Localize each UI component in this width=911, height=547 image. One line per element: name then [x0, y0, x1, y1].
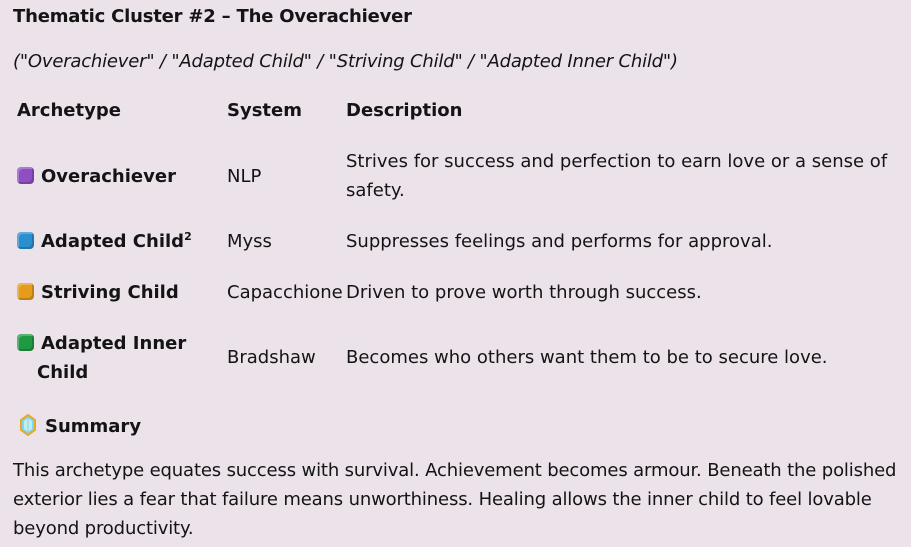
column-header-description: Description [346, 100, 463, 121]
orange-square-icon [17, 283, 34, 300]
table-row-archetype [17, 227, 192, 256]
table-row-description: Becomes who others want them to be to secure love. [346, 347, 828, 368]
table-row-system: NLP [227, 166, 262, 187]
table-row-archetype [17, 278, 179, 307]
summary-heading [19, 414, 141, 437]
archetype-name: Adapted Child [41, 231, 185, 252]
crystal-icon [19, 414, 37, 436]
table-row-system: Myss [227, 231, 272, 252]
footnote-marker: 2 [184, 230, 192, 243]
archetype-name-continued: Child [37, 362, 89, 383]
page-subtitle: ("Overachiever" / "Adapted Child" / "Striving Child" / "Adapted Inner Child") [13, 51, 678, 72]
summary-text: This archetype equates success with survival. Achievement becomes armour. Beneath the polished exterior lies a fear that failure means unworthiness. Healing allows the inner child to feel lovable beyond productivity. [13, 460, 897, 539]
table-row-archetype [17, 329, 186, 387]
blue-square-icon [17, 232, 34, 249]
summary-heading-text: Summary [45, 416, 142, 437]
table-row-description [346, 147, 887, 205]
table-row-description: Suppresses feelings and performs for approval. [346, 231, 773, 252]
description-line: Strives for success and perfection to earn love or a sense of [346, 151, 888, 172]
archetype-name: Overachiever [41, 166, 176, 187]
table-row-description: Driven to prove worth through success. [346, 282, 702, 303]
table-row-system: Bradshaw [227, 347, 316, 368]
table-row-archetype [17, 162, 176, 191]
table-row-system: Capacchione [227, 282, 343, 303]
description-line: safety. [346, 180, 405, 201]
page-title: Thematic Cluster #2 – The Overachiever [13, 6, 412, 27]
column-header-archetype: Archetype [17, 100, 121, 121]
purple-square-icon [17, 167, 34, 184]
column-header-system: System [227, 100, 302, 121]
archetype-name: Adapted Inner [41, 333, 187, 354]
archetype-name: Striving Child [41, 282, 179, 303]
green-square-icon [17, 334, 34, 351]
